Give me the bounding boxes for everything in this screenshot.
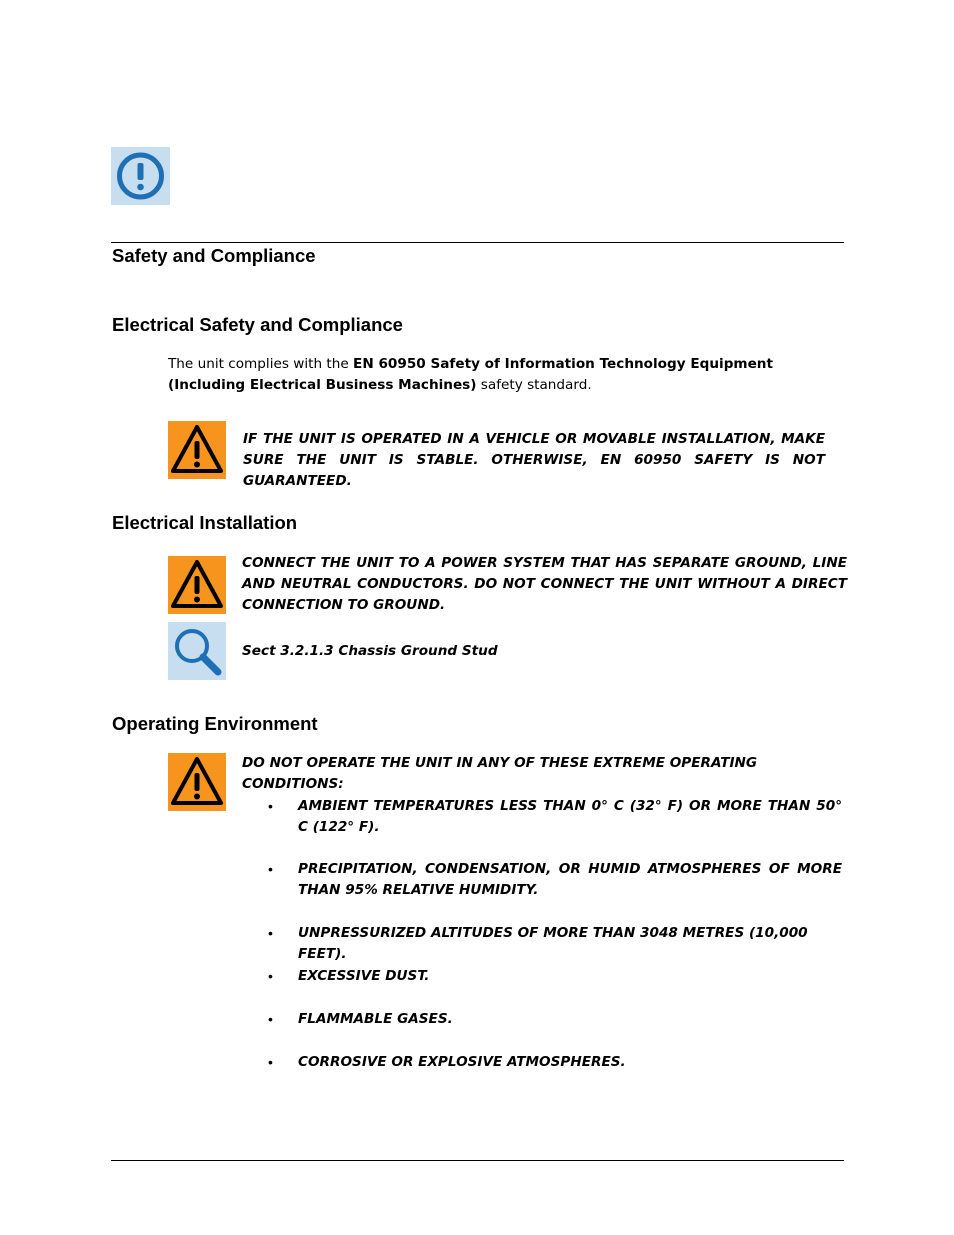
section-title-electrical-installation: Electrical Installation [112, 512, 298, 533]
warning-icon [168, 556, 226, 614]
list-item [268, 1009, 842, 1030]
reference-chassis-ground-stud[interactable]: Sect 3.2.1.3 Chassis Ground Stud [242, 643, 498, 659]
bullet-glyph: • [268, 925, 273, 941]
section-title-safety: Safety and Compliance [112, 245, 316, 266]
intro-prefix: The unit complies with the [168, 356, 354, 372]
list-item-text: FLAMMABLE GASES. [298, 1011, 453, 1027]
list-item [268, 859, 842, 901]
magnifier-reference-icon [168, 622, 226, 680]
top-divider [111, 242, 844, 243]
electrical-safety-intro [168, 354, 843, 396]
bullet-glyph: • [268, 798, 273, 814]
warning-icon [168, 753, 226, 811]
bullet-glyph: • [268, 1011, 273, 1027]
warning-icon [168, 421, 226, 479]
bullet-glyph: • [268, 968, 273, 984]
list-item-text: EXCESSIVE DUST. [298, 968, 430, 984]
section-title-operating-environment: Operating Environment [112, 713, 318, 734]
intro-suffix: safety standard. [476, 377, 592, 393]
list-item [268, 966, 842, 987]
list-item [268, 796, 842, 838]
list-item [268, 1052, 842, 1073]
bullet-glyph: • [268, 861, 273, 877]
important-info-icon [111, 147, 170, 205]
warning-vehicle-installation: IF THE UNIT IS OPERATED IN A VEHICLE OR MOVABLE INSTALLATION, MAKE SURE THE UNIT IS STABLE. OTHERWISE, EN 60950 SAFETY IS NOT GUARANTEED. [243, 431, 825, 489]
list-item-text: PRECIPITATION, CONDENSATION, OR HUMID ATMOSPHERES OF MORE THAN 95% RELATIVE HUMIDITY. [298, 861, 842, 898]
list-item-text: UNPRESSURIZED ALTITUDES OF MORE THAN 3048 METRES (10,000 FEET). [298, 925, 808, 962]
warning-extreme-conditions: DO NOT OPERATE THE UNIT IN ANY OF THESE EXTREME OPERATING CONDITIONS: [242, 755, 758, 792]
bottom-divider [111, 1160, 844, 1161]
list-item-text: CORROSIVE OR EXPLOSIVE ATMOSPHERES. [298, 1054, 626, 1070]
list-item [268, 923, 842, 962]
intro-standard-name: EN 60950 Safety of Information Technology Equipment (Including Electrical Business Machines) [168, 356, 773, 393]
list-item-text: AMBIENT TEMPERATURES LESS THAN 0° C (32° F) OR MORE THAN 50° C (122° F). [298, 798, 842, 835]
section-title-electrical-safety: Electrical Safety and Compliance [112, 314, 403, 335]
bullet-glyph: • [268, 1054, 273, 1070]
warning-ground-connection: CONNECT THE UNIT TO A POWER SYSTEM THAT HAS SEPARATE GROUND, LINE AND NEUTRAL CONDUCTORS. DO NOT CONNECT THE UNIT WITHOUT A DIRECT CONNECTION TO GROUND. [242, 555, 847, 613]
